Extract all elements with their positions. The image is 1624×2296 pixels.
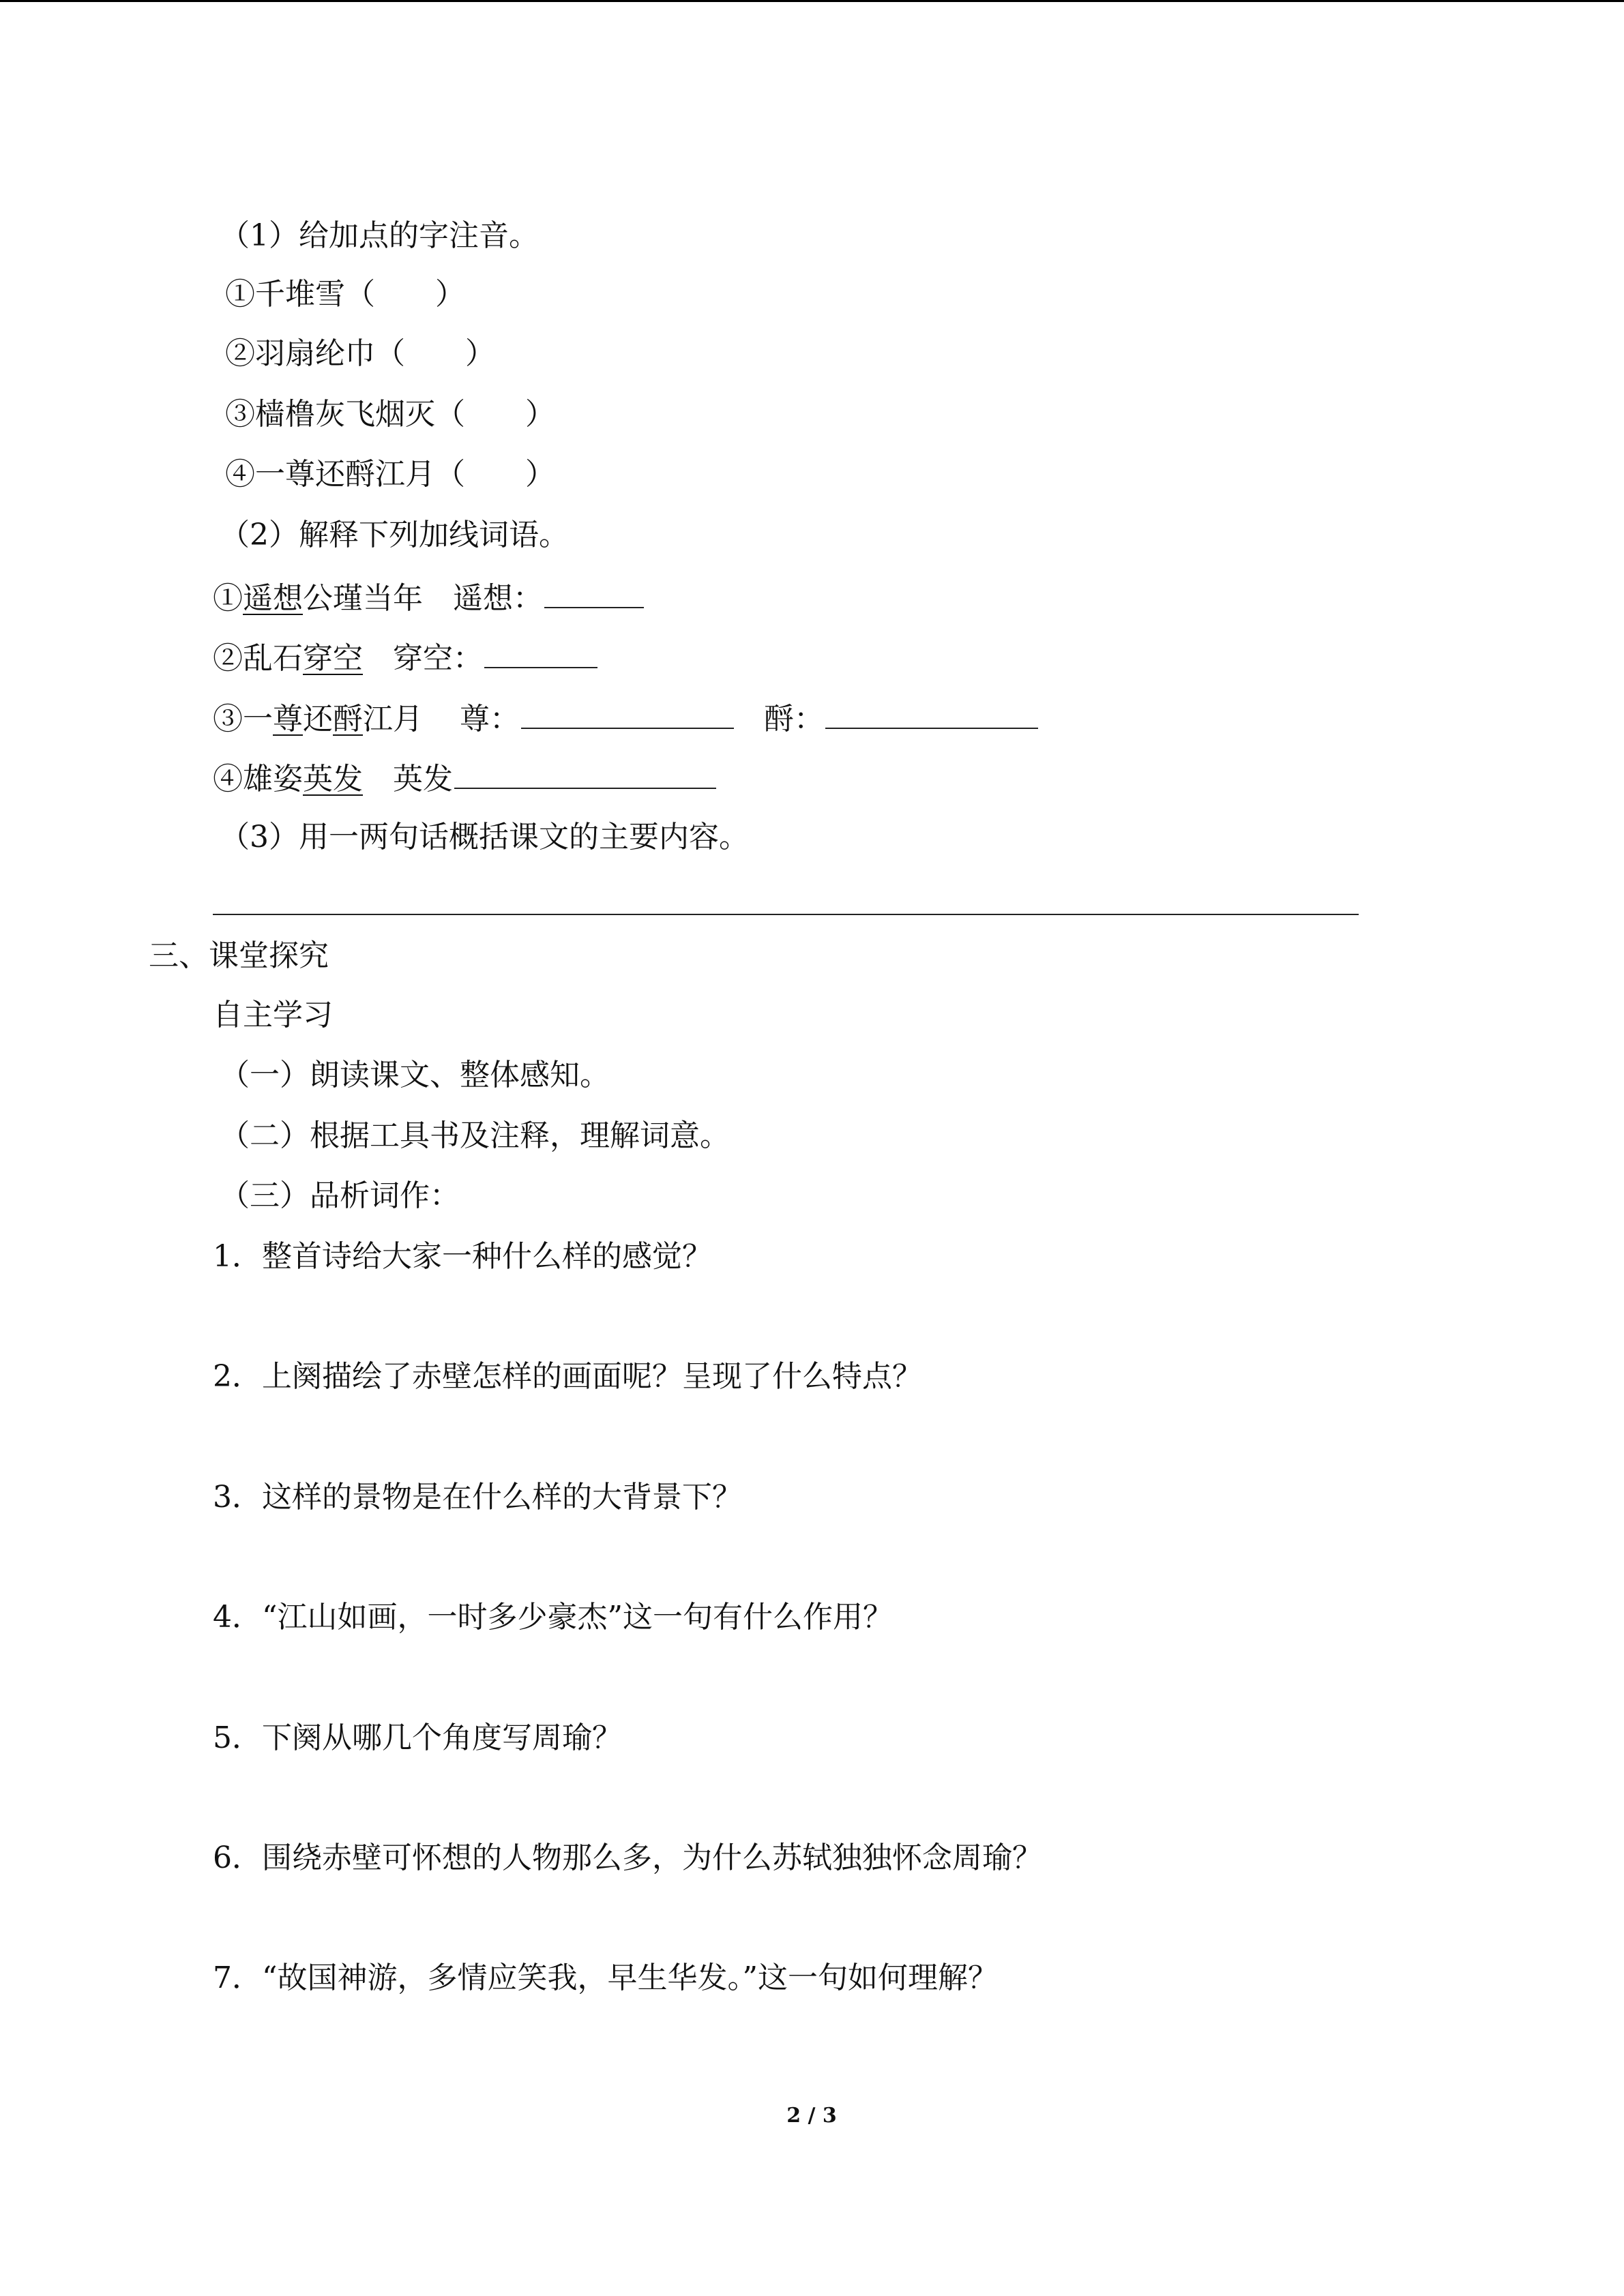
question-3: 3．这样的景物是在什么样的大背景下？ <box>213 1480 742 1515</box>
q2-row-4-label: 英发 <box>393 762 453 796</box>
q2-row-3-pre: ③一 <box>213 702 273 736</box>
question-1: 1．整首诗给大家一种什么样的感觉？ <box>213 1239 712 1274</box>
section-3-subheading: 自主学习 <box>213 998 333 1032</box>
q2-row-1-label: 遥想： <box>453 581 543 616</box>
q2-row-3-label-1: 尊： <box>460 702 520 736</box>
q2-row-2-pre: ②乱石 <box>213 641 303 676</box>
q1-item-1: ①千堆雪（ ） <box>225 277 465 312</box>
q2-row-4 <box>213 758 716 796</box>
q1-item-4: ④一尊还酹江月（ ） <box>225 457 555 492</box>
q2-row-3-answer-blank-1[interactable] <box>521 698 734 729</box>
q2-row-1 <box>213 577 644 615</box>
section-3-step-1: （一）朗读课文、整体感知。 <box>220 1058 610 1092</box>
question-4: 4．“江山如画，一时多少豪杰”这一句有什么作用？ <box>213 1600 893 1635</box>
q2-row-3-answer-blank-2[interactable] <box>825 698 1038 729</box>
q2-row-3 <box>213 698 1038 736</box>
q2-row-2-answer-blank[interactable] <box>484 637 597 668</box>
q2-row-2-underlined: 穿空 <box>303 641 363 676</box>
q2-row-1-answer-blank[interactable] <box>544 577 644 608</box>
q1-item-2: ②羽扇纶巾（ ） <box>225 336 495 371</box>
section-3-step-3: （三）品析词作： <box>220 1178 460 1213</box>
section-3-step-2: （二）根据工具书及注释，理解词意。 <box>220 1118 730 1153</box>
q2-row-3-underlined-1: 尊 <box>273 702 303 736</box>
q2-row-4-answer-blank[interactable] <box>454 758 716 789</box>
q3-title: （3）用一两句话概括课文的主要内容。 <box>220 820 749 854</box>
q1-title: （1）给加点的字注音。 <box>220 218 539 253</box>
q2-row-3-underlined-2: 酹 <box>333 702 363 736</box>
q2-row-1-num: ① <box>213 581 243 616</box>
question-5: 5．下阕从哪几个角度写周瑜？ <box>213 1720 622 1755</box>
section-3-heading: 三、课堂探究 <box>149 938 329 973</box>
q2-row-1-underlined: 遥想 <box>243 581 303 616</box>
q2-row-4-underlined: 英发 <box>303 762 363 796</box>
q2-row-3-mid: 还 <box>303 702 333 736</box>
q2-row-1-rest: 公瑾当年 <box>303 581 423 616</box>
q3-answer-line[interactable] <box>213 914 1359 915</box>
q2-row-2-label: 穿空： <box>393 641 483 676</box>
question-2: 2．上阕描绘了赤壁怎样的画面呢？呈现了什么特点？ <box>213 1359 922 1394</box>
q2-row-3-rest: 江月 <box>363 702 423 736</box>
page-top-border <box>0 0 1624 2</box>
q1-item-3: ③樯橹灰飞烟灭（ ） <box>225 397 555 432</box>
page-number: 2 / 3 <box>786 2104 837 2128</box>
q2-title: （2）解释下列加线词语。 <box>220 518 569 552</box>
q2-row-2 <box>213 637 597 675</box>
q2-row-4-pre: ④雄姿 <box>213 762 303 796</box>
q2-row-3-label-2: 酹： <box>764 702 824 736</box>
question-7: 7．“故国神游，多情应笑我，早生华发。”这一句如何理解？ <box>213 1960 998 1995</box>
question-6: 6．围绕赤壁可怀想的人物那么多，为什么苏轼独独怀念周瑜？ <box>213 1840 1042 1875</box>
